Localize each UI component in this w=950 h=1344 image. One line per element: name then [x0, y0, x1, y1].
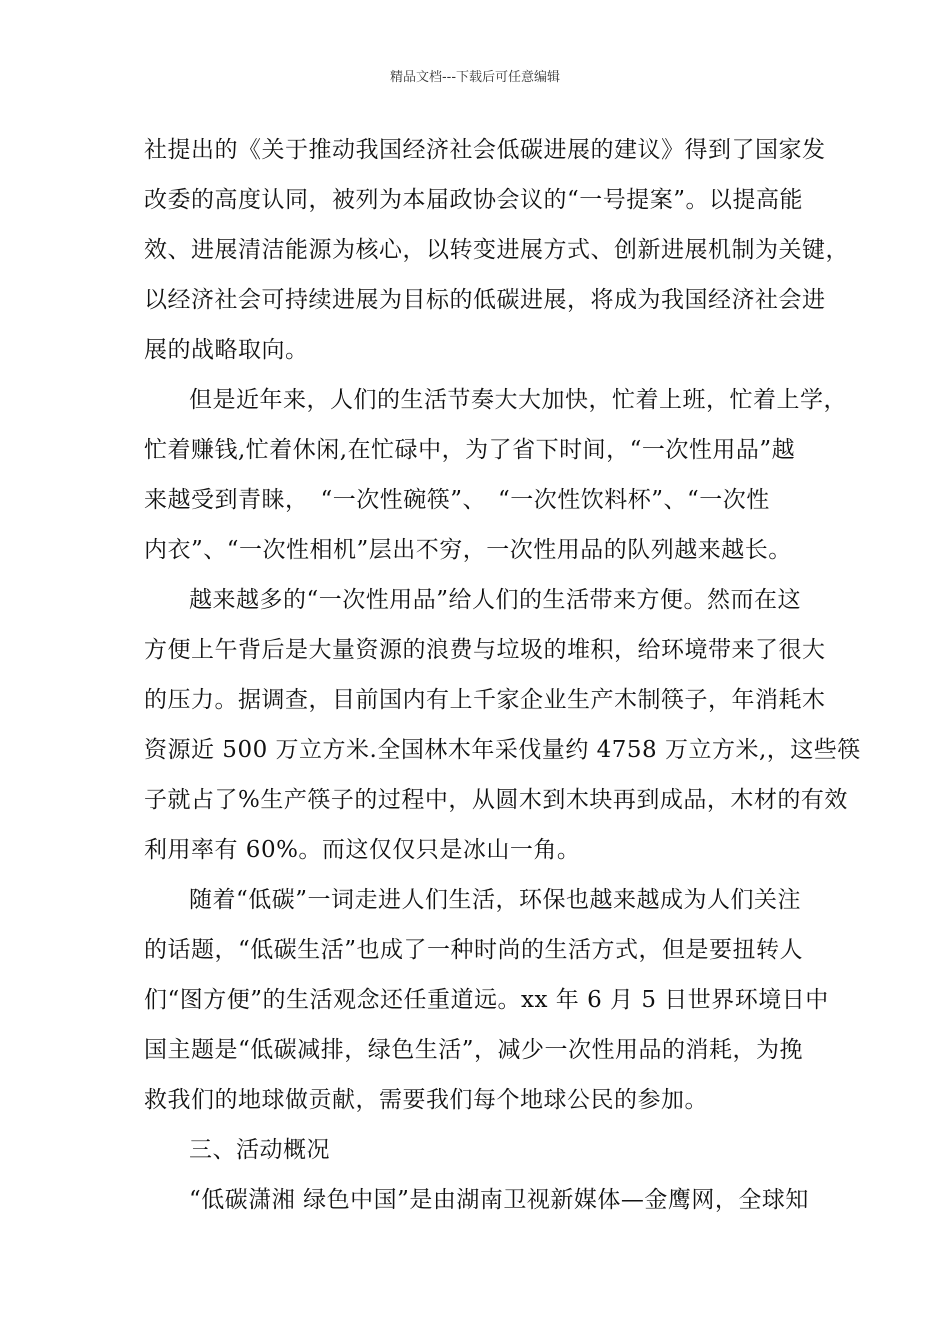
- text-line: 资源近 500 万立方米.全国林木年采伐量约 4758 万立方米,，这些筷: [144, 737, 861, 763]
- text-line: 内衣”、“一次性相机”层出不穷，一次性用品的队列越来越长。: [144, 537, 792, 563]
- text-line: 方便上午背后是大量资源的浪费与垃圾的堆积，给环境带来了很大: [144, 637, 826, 663]
- text-line: 的话题，“低碳生活”也成了一种时尚的生活方式，但是要扭转人: [144, 937, 804, 963]
- text-line: 利用率有 60%。而这仅仅只是冰山一角。: [144, 837, 581, 863]
- text-line: 忙着赚钱,忙着休闲,在忙碌中，为了省下时间，“一次性用品”越: [144, 437, 796, 463]
- text-line: 效、进展清洁能源为核心，以转变进展方式、创新进展机制为关键，: [144, 237, 849, 263]
- page-header: 精品文档---下载后可任意编辑: [389, 70, 561, 85]
- text-line: 们“图方便”的生活观念还任重道远。xx 年 6 月 5 日世界环境日中: [144, 987, 829, 1013]
- text-line: 改委的高度认同，被列为本届政协会议的“一号提案”。以提高能: [144, 187, 804, 213]
- text-line: 救我们的地球做贡献，需要我们每个地球公民的参加。: [144, 1087, 708, 1113]
- text-line: 国主题是“低碳减排，绿色生活”，减少一次性用品的消耗，为挽: [144, 1037, 804, 1063]
- text-line: 子就占了%生产筷子的过程中，从圆木到木块再到成品，木材的有效: [144, 787, 848, 813]
- text-line: 以经济社会可持续进展为目标的低碳进展，将成为我国经济社会进: [144, 287, 826, 313]
- text-line: 的压力。据调查，目前国内有上千家企业生产木制筷子，年消耗木: [144, 687, 826, 713]
- section-heading: 三、活动概况: [189, 1137, 330, 1163]
- text-line: 社提出的《关于推动我国经济社会低碳进展的建议》得到了国家发: [144, 137, 826, 163]
- text-line: 展的战略取向。: [144, 337, 309, 363]
- text-line: 越来越多的“一次性用品”给人们的生活带来方便。然而在这: [189, 587, 802, 613]
- text-line: 但是近年来，人们的生活节奏大大加快，忙着上班，忙着上学，: [189, 387, 847, 413]
- text-line: 来越受到青睐， “一次性碗筷”、 “一次性饮料杯”、“一次性: [144, 487, 770, 513]
- text-line: “低碳潇湘 绿色中国”是由湖南卫视新媒体—金鹰网，全球知: [189, 1187, 809, 1213]
- text-line: 随着“低碳”一词走进人们生活，环保也越来越成为人们关注: [189, 887, 802, 913]
